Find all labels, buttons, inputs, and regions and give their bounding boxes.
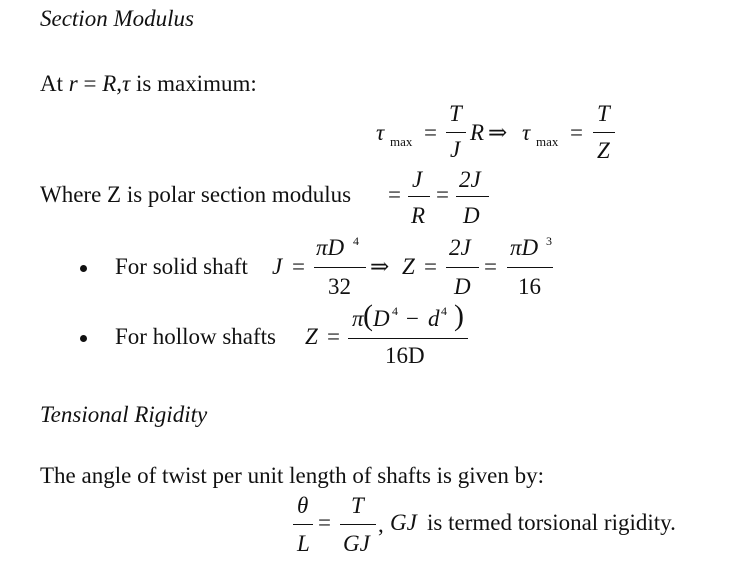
d-symbol: d — [428, 306, 440, 331]
exponent-4: 4 — [353, 234, 359, 248]
numerator-J: J — [412, 167, 423, 192]
numerator-T: T — [449, 101, 462, 126]
D-symbol: D — [373, 306, 390, 331]
fraction-bar — [340, 524, 376, 525]
equals-sign: = — [424, 120, 437, 145]
numerator-2J: 2J — [449, 235, 471, 260]
Z-symbol: Z — [305, 324, 318, 349]
Z-symbol: Z — [402, 254, 415, 279]
numerator-piD: πD — [510, 235, 539, 260]
numerator-T: T — [597, 101, 610, 126]
fraction-bar — [314, 267, 366, 268]
r-symbol: r — [68, 71, 78, 96]
bullet-icon — [80, 265, 87, 272]
is-maximum-text: is maximum: — [135, 71, 257, 96]
exponent-3: 3 — [546, 234, 552, 248]
solid-shaft-label: For solid shaft — [115, 254, 248, 279]
torsional-rigidity-text: is termed torsional rigidity. — [427, 510, 676, 535]
fraction-bar — [293, 524, 313, 525]
minus-sign: − — [406, 306, 419, 331]
at-text: At — [40, 71, 63, 96]
max-stress-statement — [40, 71, 257, 97]
fraction-bar — [446, 267, 479, 268]
equals-sign: = — [292, 254, 305, 279]
fraction-bar — [348, 338, 468, 339]
J-symbol: J — [272, 254, 283, 279]
equals-sign: = — [327, 324, 340, 349]
GJ-symbol: GJ — [390, 510, 417, 535]
equals-sign: = — [388, 182, 401, 207]
bullet-icon — [80, 335, 87, 342]
numerator-piD: πD — [316, 235, 345, 260]
max-subscript: max — [536, 134, 559, 149]
angle-of-twist-text: The angle of twist per unit length of shafts is given by: — [40, 463, 544, 488]
exponent-4: 4 — [392, 304, 398, 318]
numerator-2J: 2J — [459, 167, 481, 192]
fraction-bar — [593, 132, 615, 133]
hollow-shaft-label: For hollow shafts — [115, 324, 276, 349]
equals-sign: = — [318, 510, 331, 535]
denominator-D: D — [463, 203, 480, 228]
comma: , — [116, 71, 122, 96]
fraction-bar — [446, 132, 466, 133]
right-paren: ) — [454, 299, 464, 332]
denominator-J: J — [450, 137, 461, 162]
denominator-16: 16 — [518, 274, 541, 299]
denominator-L: L — [297, 531, 310, 556]
R-symbol: R — [470, 120, 485, 145]
denominator-32: 32 — [328, 274, 351, 299]
max-subscript: max — [390, 134, 413, 149]
where-text: Where Z is polar section modulus — [40, 182, 352, 207]
R-symbol: R — [102, 71, 117, 96]
tau-max-symbol: τ — [376, 120, 385, 145]
equals-sign: = — [83, 71, 97, 96]
fraction-bar — [507, 267, 553, 268]
equals-sign: = — [570, 120, 583, 145]
numerator-theta: θ — [297, 493, 309, 518]
denominator-Z: Z — [597, 138, 610, 163]
denominator-16D: 16D — [385, 343, 425, 368]
tau-symbol: τ — [122, 71, 131, 96]
pi-symbol: π — [352, 306, 364, 331]
fraction-bar — [408, 196, 430, 197]
denominator-D: D — [454, 274, 471, 299]
tau-max-symbol: τ — [522, 120, 531, 145]
equals-sign: = — [484, 254, 497, 279]
numerator-T: T — [351, 493, 364, 518]
comma: , — [378, 512, 384, 537]
fraction-bar — [456, 196, 489, 197]
exponent-4: 4 — [441, 304, 447, 318]
implies-arrow: ⇒ — [370, 254, 390, 279]
denominator-R: R — [411, 203, 426, 228]
equals-sign: = — [436, 182, 449, 207]
torsional-rigidity-heading: Tensional Rigidity — [40, 402, 208, 427]
left-paren: ( — [363, 299, 373, 332]
denominator-GJ: GJ — [343, 531, 370, 556]
equals-sign: = — [424, 254, 437, 279]
section-modulus-heading: Section Modulus — [40, 6, 194, 31]
implies-arrow: ⇒ — [488, 120, 508, 145]
